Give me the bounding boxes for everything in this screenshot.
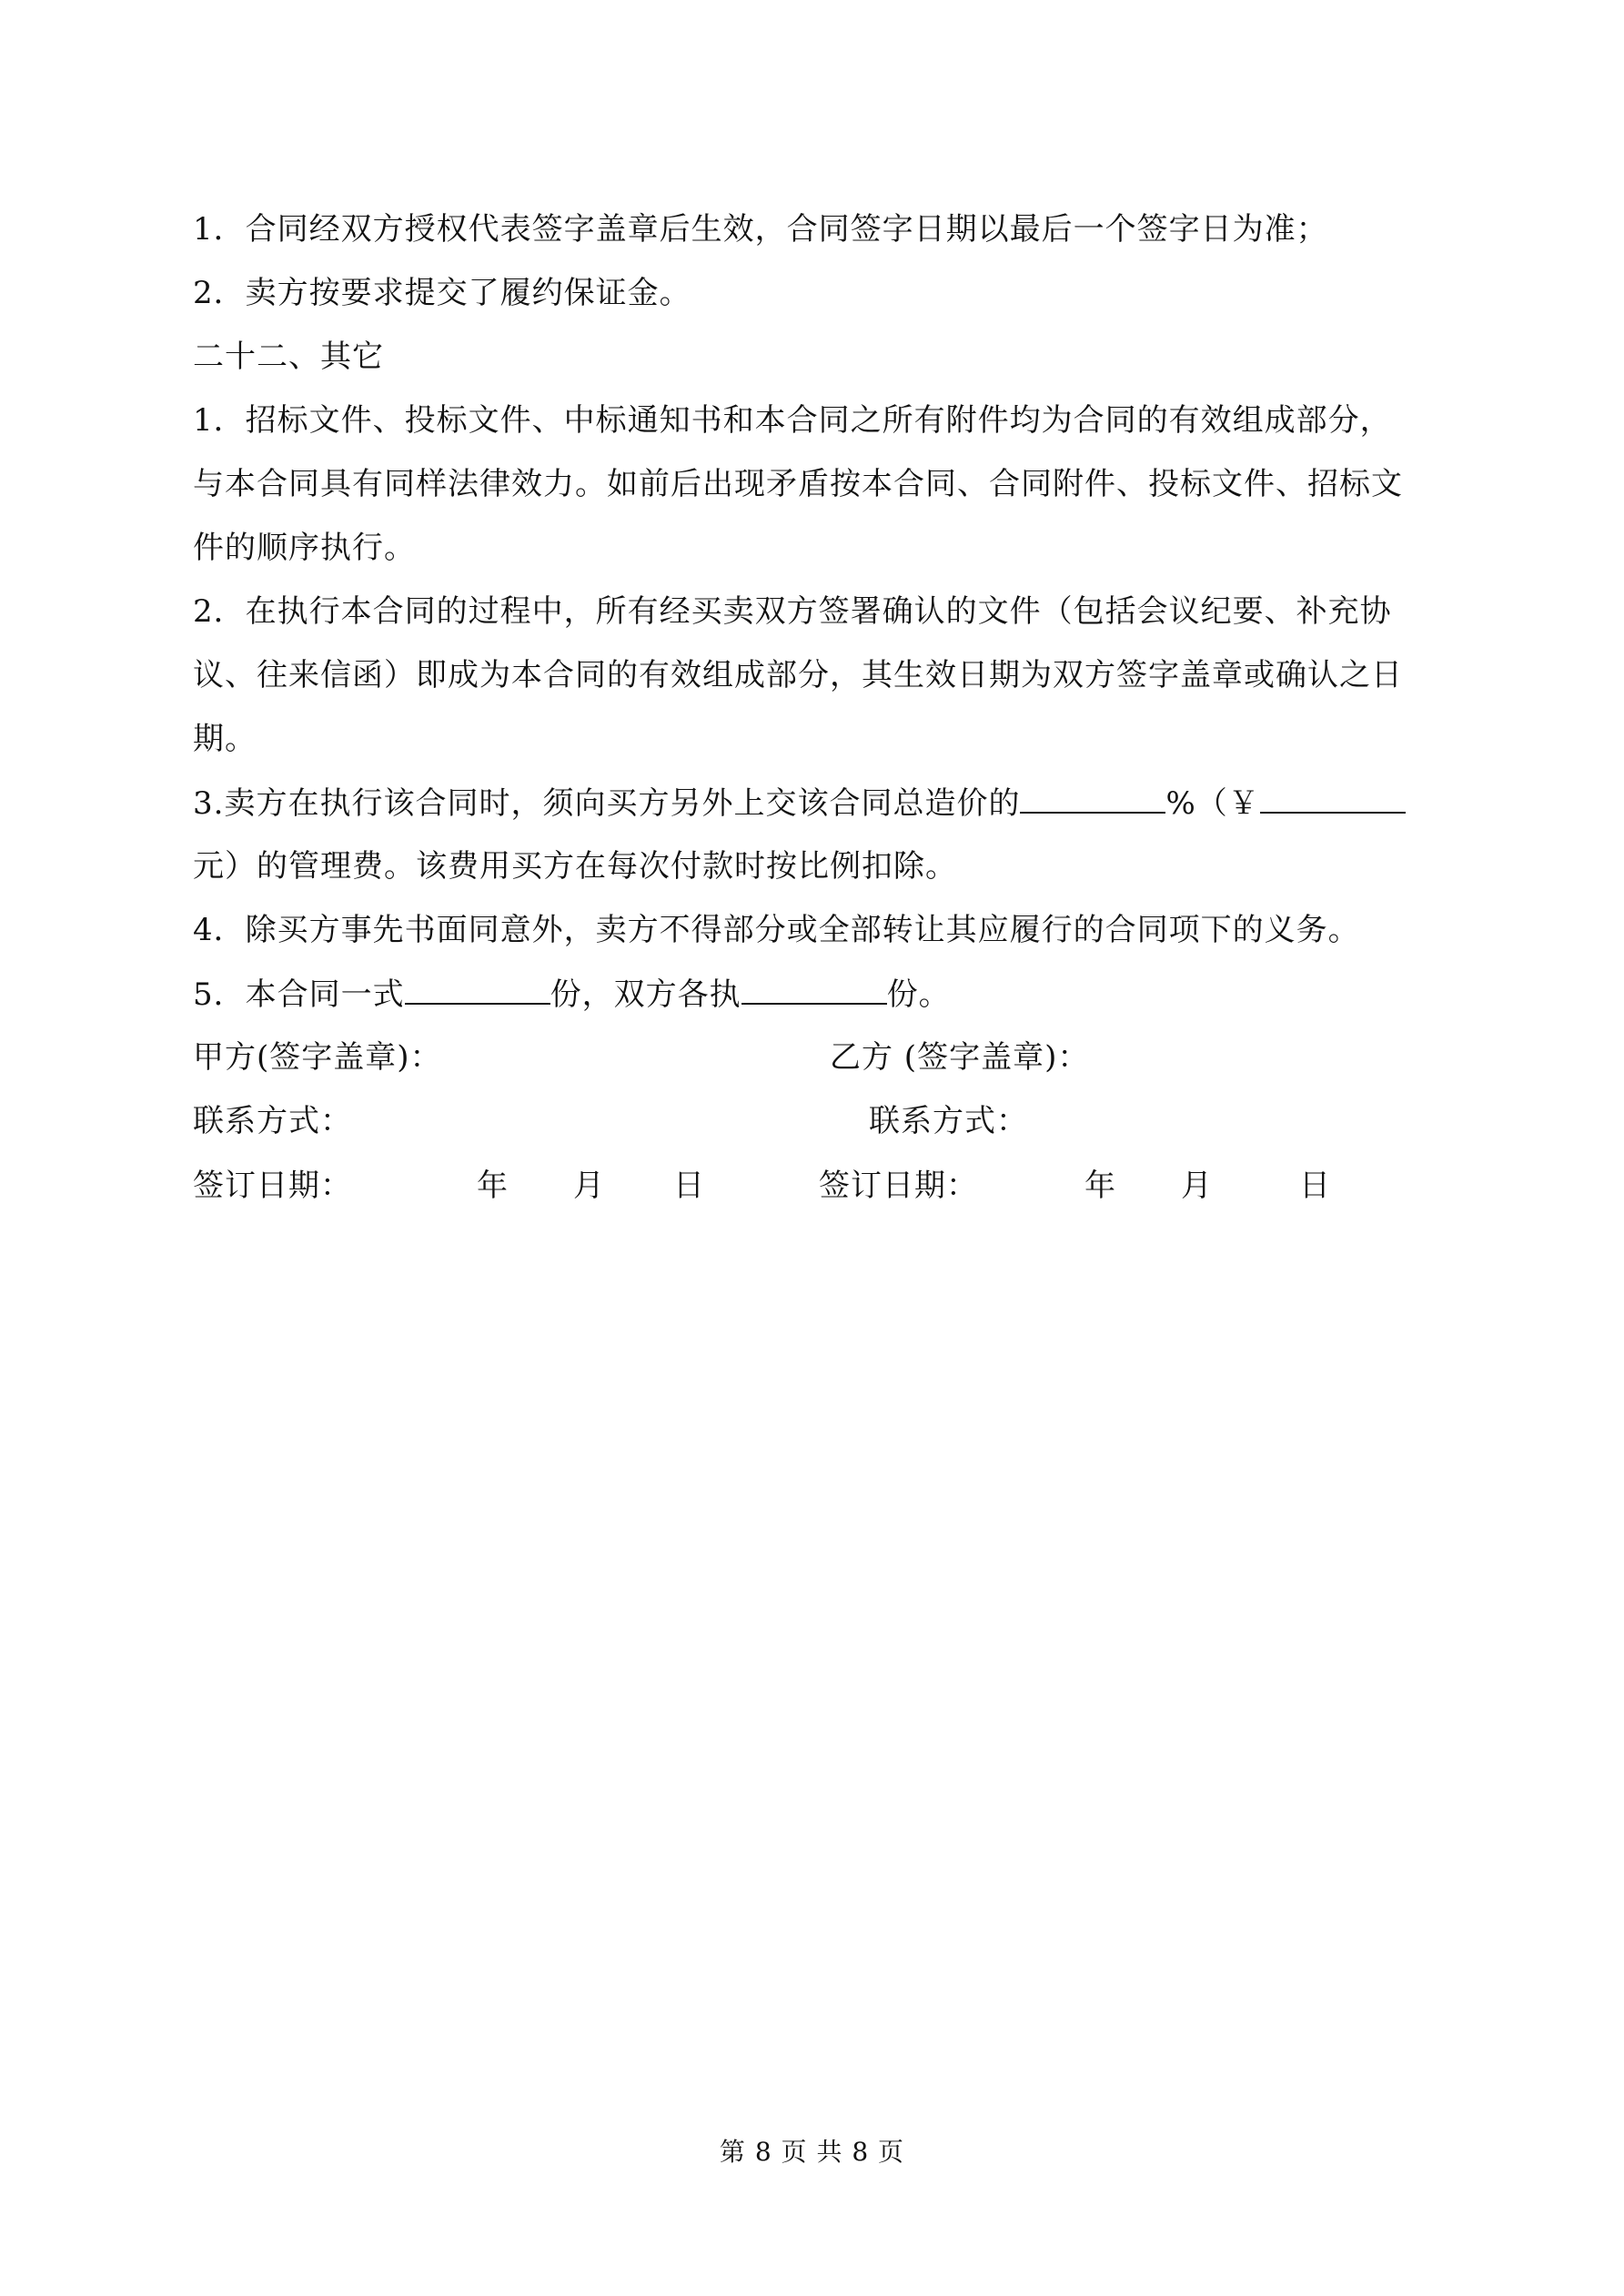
party-b-date-day: 日 [1299,1168,1331,1204]
clause-other-4: 4．除买方事先书面同意外，卖方不得部分或全部转让其应履行的合同项下的义务。 [193,912,1360,948]
page-footer: 第 8 页 共 8 页 [719,2137,905,2167]
management-fee-text: 3.卖方在执行该合同时，须向买方另外上交该合同总造价的 [193,785,1021,822]
copies-total-blank [405,976,550,1005]
party-b-date-label: 签订日期： [819,1168,978,1204]
clause-other-2-line1: 2．在执行本合同的过程中，所有经买卖双方签署确认的文件（包括会议纪要、补充协 [193,593,1392,630]
clause-other-1-line2: 与本合同具有同样法律效力。如前后出现矛盾按本合同、合同附件、投标文件、招标文 [193,466,1403,502]
party-a-date-month: 月 [573,1168,605,1204]
clause-other-2-line2: 议、往来信函）即成为本合同的有效组成部分，其生效日期为双方签字盖章或确认之日 [193,657,1403,693]
amount-blank [1260,784,1406,814]
party-b-date-year: 年 [1084,1168,1116,1204]
party-a-contact-label: 联系方式： [193,1103,352,1139]
copies-each-blank [741,976,887,1005]
clause-other-1-line1: 1．招标文件、投标文件、中标通知书和本合同之所有附件均为合同的有效组成部分， [193,402,1392,439]
clause-performance-bond: 2．卖方按要求提交了履约保证金。 [193,275,691,311]
party-b-contact-label: 联系方式： [869,1103,1028,1139]
clause-other-1-line3: 件的顺序执行。 [193,530,416,566]
clause-other-3-line1 [193,784,1406,822]
clause-other-3-line2: 元）的管理费。该费用买方在每次付款时按比例扣除。 [193,848,957,885]
section-heading-other: 二十二、其它 [193,339,384,375]
clause-other-5 [193,976,951,1013]
copies-text-c: 份。 [886,976,951,1013]
percent-yuan-text: %（￥ [1165,785,1260,822]
percent-blank [1020,784,1165,814]
party-a-date-day: 日 [673,1168,705,1204]
party-a-date-year: 年 [477,1168,509,1204]
party-a-signature-label: 甲方(签字盖章)： [193,1039,442,1076]
party-b-signature-label: 乙方 (签字盖章)： [830,1039,1090,1076]
clause-other-2-line3: 期。 [193,721,257,757]
clause-effective-signing: 1．合同经双方授权代表签字盖章后生效，合同签字日期以最后一个签字日为准； [193,211,1328,248]
party-a-date-label: 签订日期： [193,1168,352,1204]
party-b-date-month: 月 [1181,1168,1213,1204]
copies-text-a: 5．本合同一式 [193,976,405,1013]
copies-text-b: 份，双方各执 [550,976,741,1013]
